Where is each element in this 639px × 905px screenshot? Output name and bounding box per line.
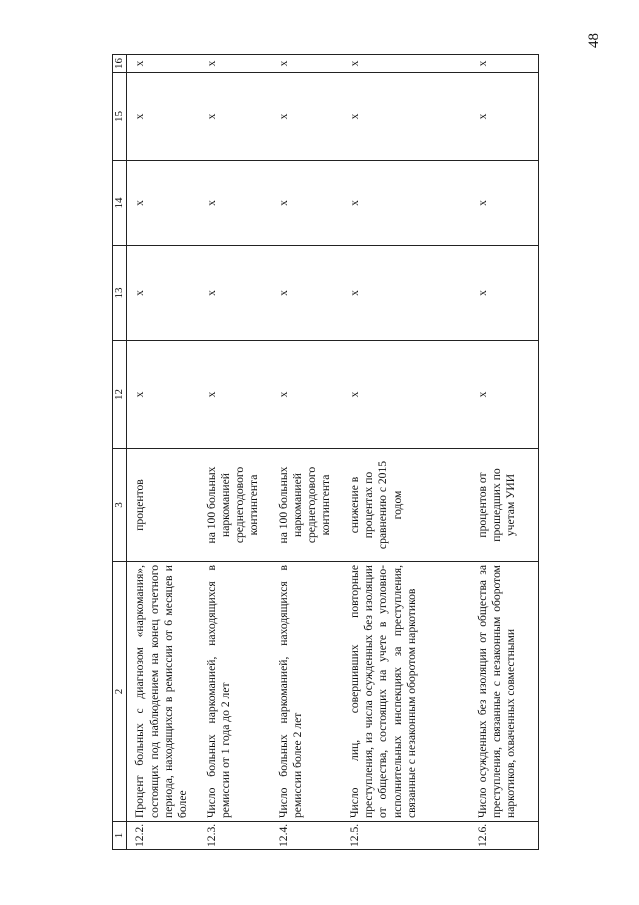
column-header: 15 [113,73,127,161]
value-cell: х [470,73,538,161]
table-row [127,55,199,850]
indicator-name: Число больных наркоманией, находящихся в ремиссии от 1 года до 2 лет [199,562,271,822]
value-cell: х [342,246,470,341]
page-number: 48 [586,33,602,48]
value-cell: х [127,161,199,246]
value-cell: х [199,341,271,449]
value-cell: х [271,55,343,73]
column-header: 12 [113,341,127,449]
table-row [342,55,470,850]
value-cell: х [271,161,343,246]
column-header: 14 [113,161,127,246]
row-number: 12.6. [470,822,538,850]
value-cell: х [342,73,470,161]
unit-of-measure: на 100 больных наркоманией среднегодового контингента [199,449,271,562]
data-table [112,54,539,850]
row-number: 12.3. [199,822,271,850]
indicator-name: Число осужденных без изоляции от общества за преступления, связанные с незаконным оборотом наркотиков, охваченных совместными [470,562,538,822]
value-cell: х [470,246,538,341]
row-number: 12.4. [271,822,343,850]
value-cell: х [342,55,470,73]
value-cell: х [199,161,271,246]
unit-of-measure: снижение в процентах по сравнению с 2015 годом [342,449,470,562]
table-row [271,55,343,850]
indicator-name: Число лиц, совершивших повторные преступления, из числа осужденных без изоляции от общества, состоящих на учете в уголовно-исполнительных инспекциях за преступления, связанные с незаконным оборотом наркотиков [342,562,470,822]
value-cell: х [470,55,538,73]
value-cell: х [271,341,343,449]
unit-of-measure: процентов от прошедших по учетам УИИ [470,449,538,562]
row-number: 12.2. [127,822,199,850]
column-header: 13 [113,246,127,341]
column-header: 2 [113,562,127,822]
column-header: 3 [113,449,127,562]
value-cell: х [342,341,470,449]
table-container [112,55,517,850]
table-row [199,55,271,850]
value-cell: х [127,55,199,73]
value-cell: х [199,55,271,73]
indicator-name: Число больных наркоманией, находящихся в ремиссии более 2 лет [271,562,343,822]
value-cell: х [127,246,199,341]
value-cell: х [127,341,199,449]
column-header: 16 [113,55,127,73]
header-row [113,55,127,850]
table-row [470,55,538,850]
value-cell: х [470,161,538,246]
unit-of-measure: процентов [127,449,199,562]
indicator-name: Процент больных с диагнозом «наркомания», состоящих под наблюдением на конец отчетного периода, находящихся в ремиссии от 6 месяцев и более [127,562,199,822]
value-cell: х [342,161,470,246]
row-number: 12.5. [342,822,470,850]
value-cell: х [271,246,343,341]
value-cell: х [470,341,538,449]
unit-of-measure: на 100 больных наркоманией среднегодового контингента [271,449,343,562]
value-cell: х [271,73,343,161]
value-cell: х [199,73,271,161]
value-cell: х [127,73,199,161]
value-cell: х [199,246,271,341]
column-header: 1 [113,822,127,850]
